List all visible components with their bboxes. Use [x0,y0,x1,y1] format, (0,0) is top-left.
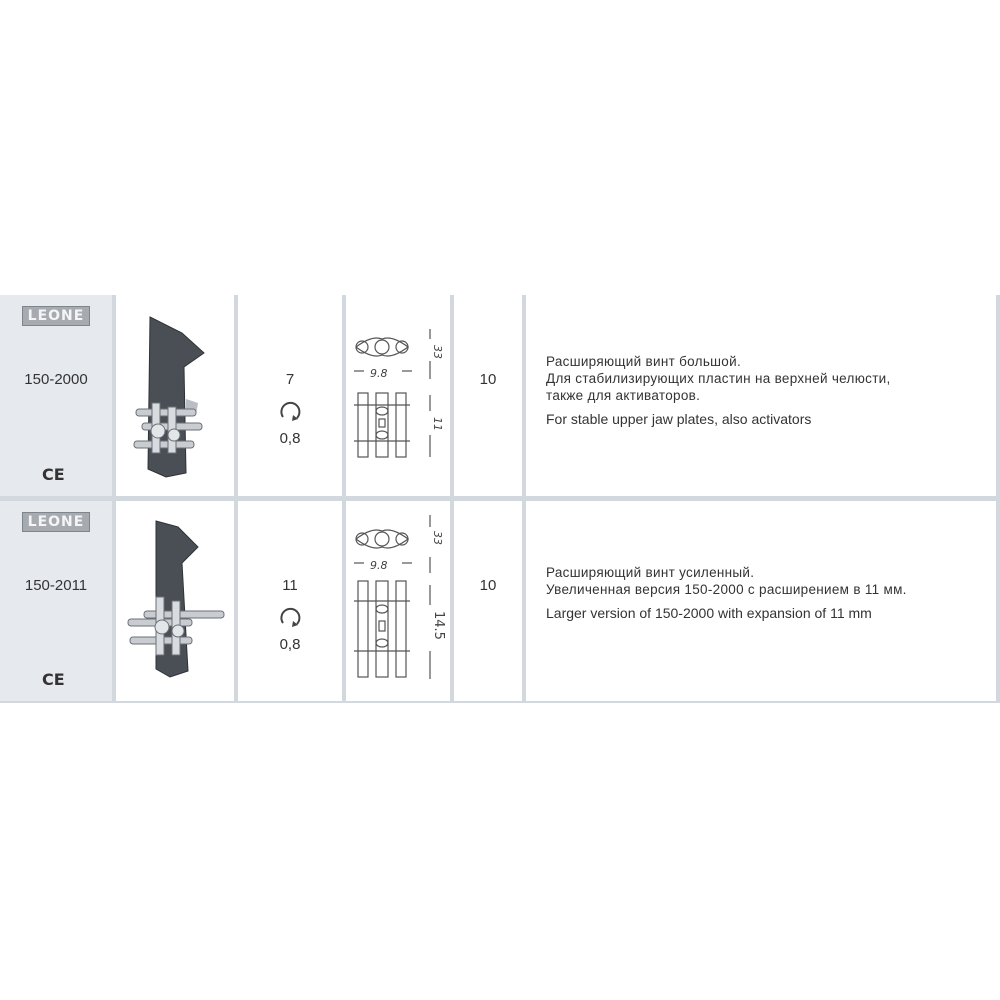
product-code: 150-2011 [24,577,88,594]
rotation-arrow-icon [276,397,304,425]
product-table [0,295,1000,703]
brand-logo: LEONE [22,306,90,326]
ce-mark: CE [42,465,65,484]
dim-width-label: 9.8 [370,367,388,380]
description-cell [526,295,996,496]
desc-en-line: For stable upper jaw plates, also activators [546,411,812,427]
desc-ru-line: Для стабилизирующих пластин на верхней челюсти, [546,371,891,386]
description [546,564,986,629]
quantity-cell [454,295,522,496]
dim-width-label: 9.8 [370,559,388,572]
product-code: 150-2000 [24,371,88,388]
desc-ru-line: также для активаторов. [546,388,701,403]
desc-ru-line: Расширяющий винт усиленный. [546,565,755,580]
dimensions-cell [346,295,450,496]
quantity-value: 10 [479,371,497,388]
turns-cell [238,295,342,496]
desc-en-line: Larger version of 150-2000 with expansion of 11 mm [546,605,872,621]
desc-ru-line: Расширяющий винт большой. [546,354,742,369]
pitch-value: 0,8 [279,636,301,653]
expansion-screw-image [116,501,234,701]
table-row [0,295,1000,496]
product-image-cell [116,501,234,701]
code-cell [0,501,112,701]
table-row [0,501,1000,701]
dim-expansion-label: 14.5 [431,611,446,640]
dim-expansion-label: 11 [431,417,444,431]
description-cell [526,501,996,701]
desc-ru-line: Увеличенная версия 150-2000 с расширением в 11 мм. [546,582,907,597]
dimensions-cell [346,501,450,701]
description [546,353,986,435]
dim-length-label: 33 [431,531,444,545]
dimension-drawing [346,295,450,496]
product-image-cell [116,295,234,496]
expansion-screw-image [116,295,234,496]
quantity-value: 10 [479,577,497,594]
quantity-cell [454,501,522,701]
dim-length-label: 33 [431,345,444,359]
dimension-drawing [346,501,450,701]
turns-cell [238,501,342,701]
turns-value: 11 [282,577,298,594]
brand-logo: LEONE [22,512,90,532]
rotation-arrow-icon [276,603,304,631]
turns-value: 7 [285,371,295,388]
code-cell [0,295,112,496]
pitch-value: 0,8 [279,430,301,447]
ce-mark: CE [42,670,65,689]
